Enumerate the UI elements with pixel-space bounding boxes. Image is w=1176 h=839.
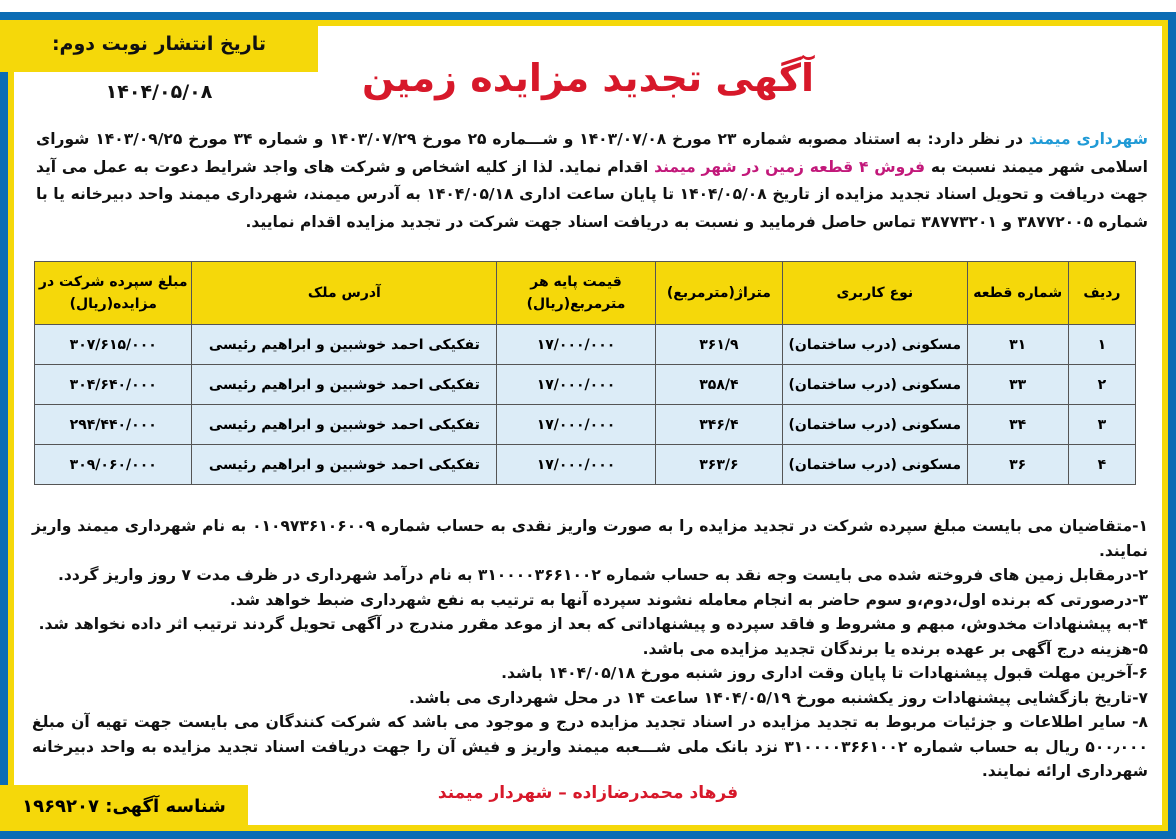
table-row [35,365,1136,405]
table-cell: ۱۷/۰۰۰/۰۰۰ [497,325,655,365]
table-cell: ۲ [1068,365,1135,405]
table-cell: تفکیکی احمد خوشبین و ابراهیم رئیسی [192,445,497,485]
ad-title: آگهی تجدید مزایده زمین [361,56,815,100]
table-cell: مسکونی (درب ساختمان) [783,405,968,445]
condition-item: ۳-درصورتی که برنده اول،دوم،و سوم حاضر به انجام معامله نشوند سپرده آنها به ترتیب به نفع شهرداری ضبط خواهد شد. [229,590,1148,609]
table-cell: تفکیکی احمد خوشبین و ابراهیم رئیسی [192,365,497,405]
table-cell: مسکونی (درب ساختمان) [783,365,968,405]
table-cell: ۳۴۶/۴ [655,405,782,445]
column-header: مبلغ سپرده شرکت در مزایده(ریال) [35,262,192,325]
table-row [35,445,1136,485]
table-cell: ۱۷/۰۰۰/۰۰۰ [497,365,655,405]
condition-item: ۲-درمقابل زمین های فروخته شده می بایست وجه نقد به حساب شماره ۳۱۰۰۰۰۳۶۶۱۰۰۲ به نام درآمد شهرداری در ظرف مدت ۷ روز واریز گردد. [58,566,1148,584]
column-header: متراژ(مترمربع) [655,262,782,325]
table-cell: ۳۶۱/۹ [655,325,782,365]
sale-highlight: فروش ۴ قطعه زمین در شهر میمند [654,157,926,176]
table-row [35,325,1136,365]
publication-date: تاریخ انتشار نوبت دوم: ۱۴۰۴/۰۵/۰۸ [0,20,318,72]
conditions-list [32,514,1148,784]
organization-name: شهرداری میمند [1028,130,1148,148]
table-cell: ۴ [1068,445,1135,485]
condition-item: ۸- سایر اطلاعات و جزئیات مربوط به تجدید مزایده در اسناد تجدید مزایده درج و موجود می باشد که شرکت کنندگان می بایست جهت تهیه آن مبلغ ۵۰۰٫۰۰۰ ریال به حساب شماره ۳۱۰۰۰۰۳۶۶۱۰۰۲ نزد بانک ملی شـــعبه میمند واریز و فیش آن را جهت دریافت اسناد تجدید مزایده به واحد دبیرخانه شهرداری ارائه نمایند. [32,713,1148,780]
table-cell: ۳۴ [967,405,1068,445]
table-cell: ۳۰۷/۶۱۵/۰۰۰ [35,325,192,365]
condition-item: ۵-هزینه درج آگهی بر عهده برنده یا برندگان تجدید مزایده می باشد. [642,639,1148,658]
ad-body [14,26,1162,825]
table-cell: مسکونی (درب ساختمان) [783,325,968,365]
ad-id: شناسه آگهی: ۱۹۶۹۲۰۷ [0,785,248,831]
table-row [35,405,1136,445]
table-cell: ۳۰۹/۰۶۰/۰۰۰ [35,445,192,485]
table-cell: ۲۹۴/۴۴۰/۰۰۰ [35,405,192,445]
column-header: قیمت پایه هر مترمربع(ریال) [497,262,655,325]
condition-item: ۷-تاریخ بازگشایی پیشنهادات روز یکشنبه مورخ ۱۴۰۴/۰۵/۱۹ ساعت ۱۴ در محل شهرداری می باشد. [409,688,1148,707]
column-header: نوع کاربری [783,262,968,325]
condition-item: ۴-به پیشنهادات مخدوش، مبهم و مشروط و فاقد سپرده و پیشنهاداتی که بعد از موعد مقرر مندرج در آگهی تحویل گردند ترتیب اثر داده نخواهد شد. [38,615,1148,633]
table-cell: ۳۱ [967,325,1068,365]
column-header: آدرس ملک [192,262,497,325]
table-cell: ۳ [1068,405,1135,445]
table-cell: ۳۵۸/۴ [655,365,782,405]
signature: فرهاد محمدرضازاده – شهردار میمند [437,783,739,803]
column-header: شماره قطعه [967,262,1068,325]
condition-item: ۶-آخرین مهلت قبول پیشنهادات تا پایان وقت اداری روز شنبه مورخ ۱۴۰۴/۰۵/۱۸ باشد. [501,664,1148,682]
table-cell: ۳۳ [967,365,1068,405]
ad-frame [0,12,1176,839]
table-cell: تفکیکی احمد خوشبین و ابراهیم رئیسی [192,405,497,445]
table-cell: ۱۷/۰۰۰/۰۰۰ [497,445,655,485]
table-cell: ۱ [1068,325,1135,365]
condition-item: ۱-متقاضیان می بایست مبلغ سپرده شرکت در تجدید مزایده را به صورت واریز نقدی به حساب شماره ۰۱۰۹۷۳۶۱۰۶۰۰۹ به نام شهرداری میمند واریز نمایند. [32,517,1148,560]
table-cell: ۳۶ [967,445,1068,485]
land-table [34,261,1136,485]
column-header: ردیف [1068,262,1135,325]
table-cell: ۱۷/۰۰۰/۰۰۰ [497,405,655,445]
intro-paragraph: شهرداری میمند در نظر دارد: به استناد مصوبه شماره ۲۳ مورخ ۱۴۰۳/۰۷/۰۸ و شـــماره ۲۵ مورخ ۱۴۰۳/۰۷/۲۹ و شماره ۳۴ مورخ ۱۴۰۳/۰۹/۲۵ شورای اسلامی شهر میمند نسبت به فروش ۴ قطعه زمین در شهر میمند اقدام نماید. لذا از کلیه اشخاص و شرکت های واجد شرایط دعوت به عمل می آید جهت دریافت و تحویل اسناد تجدید مزایده از تاریخ ۱۴۰۴/۰۵/۰۸ تا پایان ساعت اداری ۱۴۰۴/۰۵/۱۸ به آدرس میمند، شهرداری میمند واحد دبیرخانه یا با شماره ۳۸۷۷۲۰۰۵ و ۳۸۷۷۳۲۰۱ تماس حاصل فرمایید و نسبت به دریافت اسناد جهت شرکت در تجدید مزایده اقدام نمایید. [36,130,1148,231]
table-cell: ۳۰۴/۶۴۰/۰۰۰ [35,365,192,405]
table-cell: مسکونی (درب ساختمان) [783,445,968,485]
table-cell: ۳۶۳/۶ [655,445,782,485]
table-cell: تفکیکی احمد خوشبین و ابراهیم رئیسی [192,325,497,365]
